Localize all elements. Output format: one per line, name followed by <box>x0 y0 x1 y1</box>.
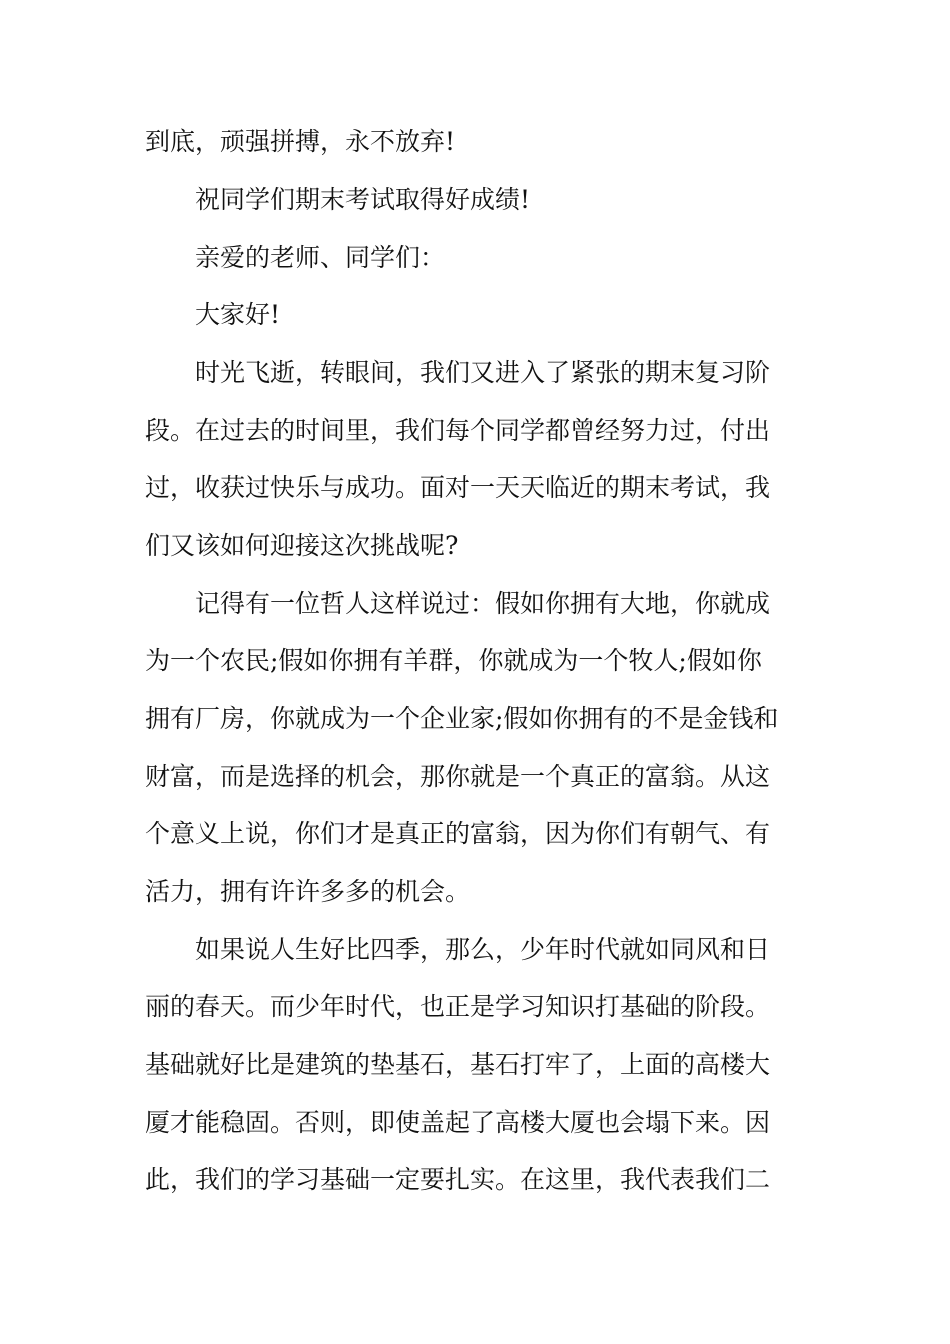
text-line-14: 活力，拥有许许多多的机会。 <box>145 877 471 906</box>
text-line-6: 段。在过去的时间里，我们每个同学都曾经努力过，付出 <box>145 416 771 445</box>
text-line-16: 丽的春天。而少年时代，也正是学习知识打基础的阶段。 <box>145 992 771 1021</box>
text-line-8: 们又该如何迎接这次挑战呢? <box>145 531 459 560</box>
text-line-9: 记得有一位哲人这样说过：假如你拥有大地，你就成 <box>195 589 771 618</box>
text-line-10: 为一个农民;假如你拥有羊群，你就成为一个牧人;假如你 <box>145 646 762 675</box>
text-line-3: 亲爱的老师、同学们： <box>195 243 446 272</box>
text-line-12: 财富，而是选择的机会，那你就是一个真正的富翁。从这 <box>145 762 771 791</box>
text-line-13: 个意义上说，你们才是真正的富翁，因为你们有朝气、有 <box>145 819 771 848</box>
text-line-15: 如果说人生好比四季，那么，少年时代就如同风和日 <box>195 935 771 964</box>
text-line-4: 大家好! <box>195 300 281 329</box>
text-line-11: 拥有厂房，你就成为一个企业家;假如你拥有的不是金钱和 <box>145 704 779 733</box>
text-line-2: 祝同学们期末考试取得好成绩! <box>195 185 531 214</box>
text-line-18: 厦才能稳固。否则，即使盖起了高楼大厦也会塌下来。因 <box>145 1108 771 1137</box>
text-line-19: 此，我们的学习基础一定要扎实。在这里，我代表我们二 <box>145 1165 771 1194</box>
text-line-17: 基础就好比是建筑的垫基石，基石打牢了，上面的高楼大 <box>145 1050 771 1079</box>
text-line-5: 时光飞逝，转眼间，我们又进入了紧张的期末复习阶 <box>195 358 771 387</box>
text-line-1: 到底，顽强拼搏，永不放弃! <box>145 127 456 156</box>
text-line-7: 过，收获过快乐与成功。面对一天天临近的期末考试，我 <box>145 473 771 502</box>
